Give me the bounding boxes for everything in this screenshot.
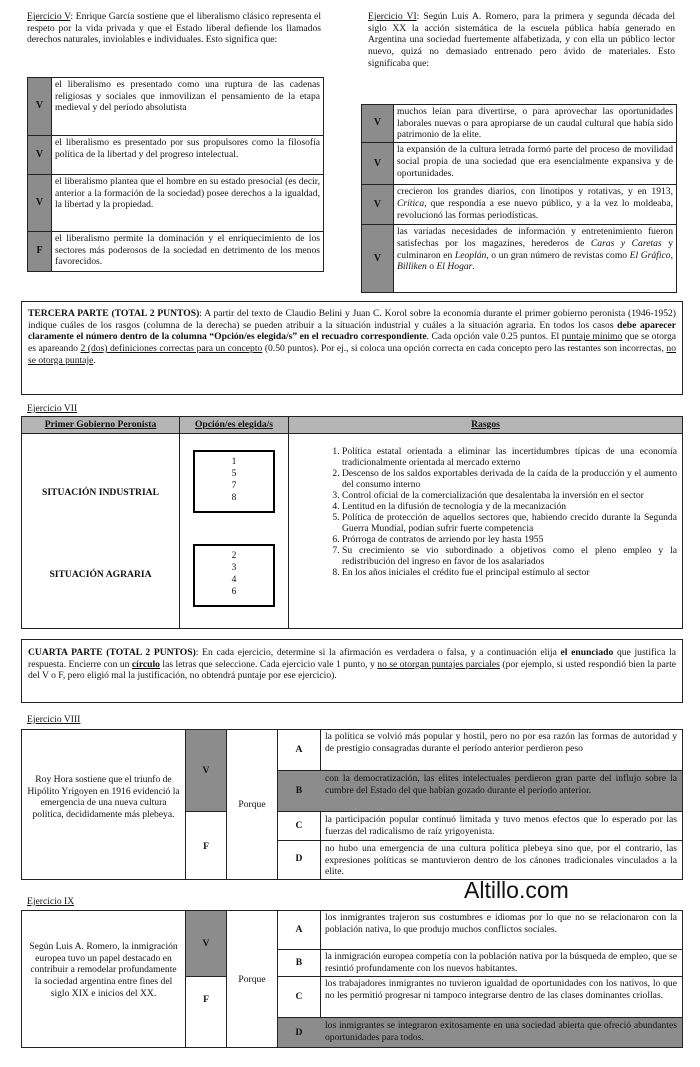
- ej5-text-4: el liberalismo permite la dominación y el enriquecimiento de los sectores más poderosos de la sociedad en detrimento de los menos favorecidos.: [52, 232, 324, 272]
- ej5-mark-1: V: [28, 78, 52, 136]
- ej5-table: [27, 77, 324, 272]
- rasgo-6: 6. Prórroga de contratos de arriendo por ley hasta 1955: [342, 534, 677, 545]
- ej5-text-1: el liberalismo es presentado como una ruptura de las cadenas religiosas y sociales que inmovilizan el pensamiento de la etapa medieval y del período absolutista: [52, 78, 324, 136]
- rasgo-2: 2. Descenso de los saldos exportables derivada de la caída de la producción y el aumento del consumo interno: [342, 468, 677, 490]
- ej9-title: Ejercicio IX: [27, 896, 75, 907]
- ej6-mark-1: V: [362, 105, 394, 143]
- ej7-rasgos-list: [322, 446, 677, 578]
- ej5-mark-4: F: [28, 232, 52, 272]
- ej7-label-industrial: SITUACIÓN INDUSTRIAL: [41, 487, 160, 498]
- ej7-divider-2: [288, 417, 289, 628]
- ej5-mark-2: V: [28, 136, 52, 175]
- ej7-divider-1: [179, 417, 180, 628]
- ej5-title: Ejercicio V: [27, 11, 71, 22]
- ej9-porque: Porque: [238, 974, 266, 985]
- watermark-logo: Altillo.com: [464, 877, 569, 903]
- rasgo-8: 8. En los años iniciales el crédito fue el principal estímulo al sector: [342, 567, 677, 578]
- ej9-table: [21, 910, 683, 1048]
- ej9-option-b[interactable]: B la inmigración europea competía con la población nativa por la búsqueda de empleo, que se resintió profundamente con los nuevos habitantes.: [278, 950, 682, 977]
- rasgo-3: 3. Control oficial de la comercialización que desalentaba la inversión en el sector: [342, 490, 677, 501]
- ej6-title: Ejercicio VI: [368, 11, 417, 22]
- ej9-f: F: [203, 994, 209, 1005]
- ej7-header-col2: Opción/es elegida/s: [194, 419, 274, 430]
- ej6-table: [361, 104, 677, 293]
- rasgo-4: 4. Lentitud en la difusión de tecnología y de la mecanización: [342, 501, 677, 512]
- ej7-industrial-options: 1 5 7 8: [193, 450, 275, 513]
- ej8-option-d[interactable]: D no hubo una emergencia de una cultura política plebeya sino que, por el contrario, las expresiones políticas se mantuvieron dentro de los cánones tradicionales vinculados a la elite.: [295, 843, 677, 878]
- ej8-statement: Roy Hora sostiene que el triunfo de Hipólito Yrigoyen en 1916 evidenció la emergencia de una nueva cultura política, decididamente más plebeya.: [27, 774, 180, 821]
- ej8-option-a[interactable]: A la política se volvió más popular y hostil, pero no por esa razón las formas de autoridad y de prestigio consagradas durante el período anterior perdieron peso: [278, 730, 682, 771]
- tercera-heading: TERCERA PARTE (TOTAL 2 PUNTOS): [28, 308, 200, 319]
- ej7-label-agraria: SITUACIÓN AGRARIA: [49, 569, 152, 580]
- cuarta-heading: CUARTA PARTE (TOTAL 2 PUNTOS): [28, 647, 196, 658]
- ej5-mark-3: V: [28, 175, 52, 232]
- ej8-porque: Porque: [238, 799, 266, 810]
- ej6-intro: [368, 11, 675, 70]
- ej7-table: [21, 416, 683, 629]
- ej8-v: V: [202, 765, 210, 776]
- ej7-header-col1: Primer Gobierno Peronista: [44, 419, 157, 430]
- ej9-statement: Según Luis A. Romero, la inmigración europea tuvo un papel destacado en contribuir a remodelar profundamente la sociedad argentina entre fines del siglo XIX e inicios del XX.: [29, 941, 178, 999]
- rasgo-7: 7. Su crecimiento se vio subordinado a objetivos como el pleno empleo y la redistribución del ingreso en favor de los asalariados: [342, 545, 677, 567]
- ej8-table: [21, 729, 683, 880]
- ej6-text-2: la expansión de la cultura letrada formó parte del proceso de movilidad social propia de una sociedad que era esencialmente expansiva y de oportunidades.: [394, 143, 677, 185]
- ej6-mark-4: V: [362, 225, 394, 293]
- ej9-v: V: [202, 938, 210, 949]
- ej8-option-c[interactable]: C la participación popular continuó limitada y tuvo menos efectos que lo esperado por las fuerzas del radicalismo de raíz yrigoyenista.: [278, 812, 682, 841]
- cuarta-parte-box: CUARTA PARTE (TOTAL 2 PUNTOS): En cada ejercicio, determine si la afirmación es verdadera o falsa, y a continuación elija el enunciado que justifica la respuesta. Encierre con un círculo las letras que seleccione. Cada ejercicio vale 1 punto, y no se otorgan puntajes parciales (por ejemplo, si usted respondió bien la parte del V o F, pero eligió mal la justificación, no obtendrá puntaje por ese ejercicio).: [21, 639, 683, 703]
- ej5-intro-text: : Enrique García sostiene que el liberalismo clásico representa el respeto por la vida privada y que el Estado liberal defiende los llamados derechos naturales, inviolables e individuales. Esto significa que:: [27, 11, 321, 46]
- ej5-text-3: el liberalismo plantea que el hombre en su estado presocial (es decir, anterior a la formación de la sociedad) posee derechos a la igualdad, la libertad y la propiedad.: [52, 175, 324, 232]
- ej5-intro: [27, 11, 321, 46]
- ej5-text-2: el liberalismo es presentado por sus propulsores como la filosofía política de la libertad y del progreso intelectual.: [52, 136, 324, 175]
- ej7-agraria-options: 2 3 4 6: [193, 544, 275, 607]
- ej9-option-c[interactable]: C los trabajadores inmigrantes no tuvieron igualdad de oportunidades con los nativos, lo que no les permitió progresar ni tampoco integrarse dentro de las clases dominantes criollas.: [278, 977, 682, 1018]
- ej9-option-d[interactable]: D los inmigrantes se integraron exitosamente en una sociedad abierta que ofreció abundantes oportunidades para todos.: [278, 1018, 682, 1047]
- ej7-header-col3: Rasgos: [471, 419, 500, 430]
- ej8-option-b[interactable]: B con la democratización, las elites intelectuales perdieron gran parte del influjo sobre la cumbre del Estado del que habían gozado durante el período anterior.: [278, 771, 682, 812]
- ej6-mark-3: V: [362, 185, 394, 225]
- rasgo-5: 5. Política de protección de aquellos sectores que, habiendo crecido durante la Segunda Guerra Mundial, podían sufrir fuerte competencia: [342, 512, 677, 534]
- ej9-option-a[interactable]: A los inmigrantes trajeron sus costumbres e idiomas por lo que no se relacionaron con la población nativa, lo que produjo muchos conflictos sociales.: [278, 911, 682, 950]
- ej7-title: Ejercicio VII: [27, 403, 78, 414]
- rasgo-1: 1. Política estatal orientada a eliminar las incertidumbres típicas de una economía tradicionalmente orientada al mercado externo: [342, 446, 677, 468]
- ej6-text-4: las variadas necesidades de información y entretenimiento fueron satisfechas por los magazines, herederos de Caras y Caretas y culminaron en Leoplán, o un gran número de revistas como El Gráfico, Billiken o El Hogar.: [394, 225, 677, 293]
- ej8-f: F: [203, 841, 209, 852]
- tercera-parte-box: TERCERA PARTE (TOTAL 2 PUNTOS): A partir del texto de Claudio Belini y Juan C. Korol sobre la economía durante el primer gobierno peronista (1946-1952) indique cuáles de los rasgos (columna de la derecha) se pueden atribuir a la situación industrial y cuáles a la situación agraria. En todos los casos debe aparecer claramente el número dentro de la columna “Opción/es elegida/s” en el recuadro correspondiente. Cada opción vale 0.25 puntos. El puntaje mínimo que se otorga es apareando 2 (dos) definiciones correctas para un concepto (0.50 puntos). Por ej., si coloca una opción correcta en cada concepto pero las restantes son incorrectas, no se otorga puntaje.: [21, 301, 683, 395]
- ej6-mark-2: V: [362, 143, 394, 185]
- ej6-text-3: crecieron los grandes diarios, con linotipos y rotativas, y en 1913, Crítica, que respondía a ese nuevo público, y a la vez lo moldeaba, revolucionó las formas periodísticas.: [394, 185, 677, 225]
- ej6-intro-text: : Según Luis A. Romero, para la primera y segunda década del siglo XX la acción sistemática de la escuela pública había generado en Argentina una sociedad fuertemente alfabetizada, y con ella un público lector nuevo, quizá no demasiado entrenado pero ávido de materiales. Esto significaba que:: [368, 11, 675, 69]
- ej8-title: Ejercicio VIII: [27, 714, 81, 725]
- ej6-text-1: muchos leían para divertirse, o para aprovechar las oportunidades laborales nuevas o para apropiarse de un caudal cultural que había sido patrimonio de la elite.: [394, 105, 677, 143]
